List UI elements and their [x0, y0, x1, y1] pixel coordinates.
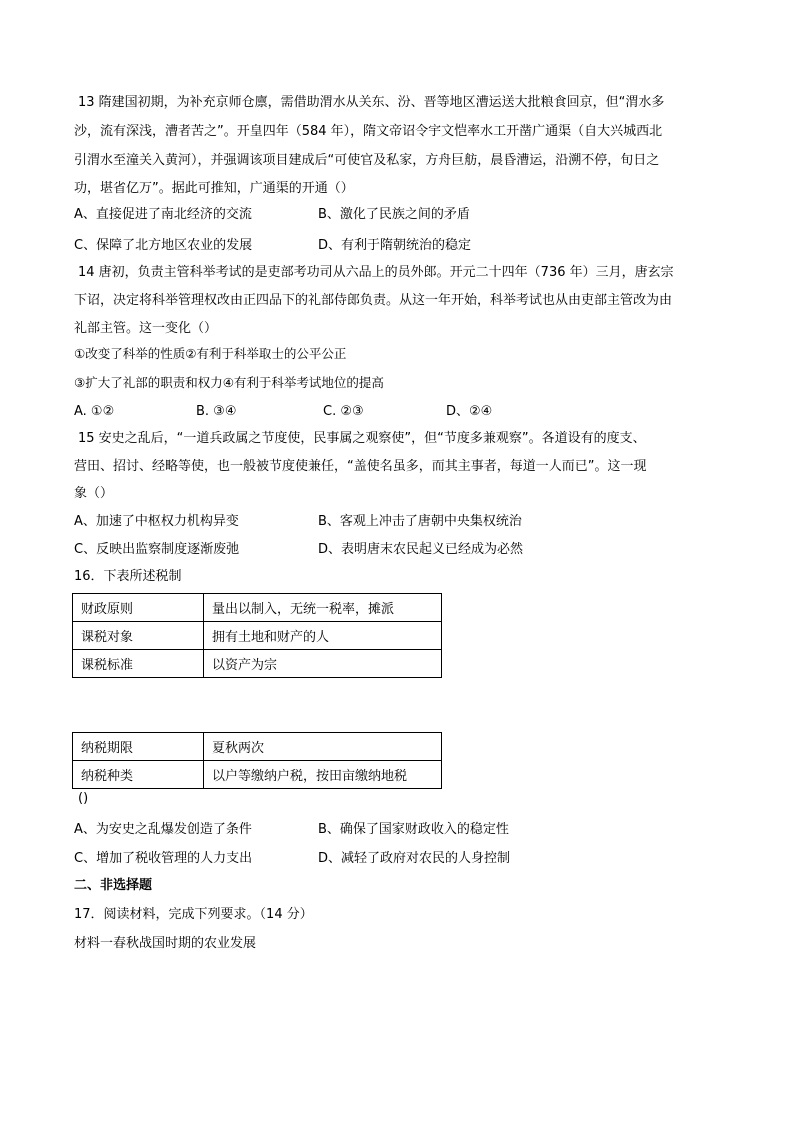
q13-option-d[interactable]: D、有利于隋朝统治的稳定: [318, 238, 472, 253]
q13-line-1: 13 隋建国初期，为补充京师仓廪，需借助渭水从关东、汾、晋等地区漕运送大批粮食回京，但“渭水多: [78, 95, 665, 110]
q13-option-a[interactable]: A、直接促进了南北经济的交流: [74, 207, 252, 222]
q16-option-a[interactable]: A、为安史之乱爆发创造了条件: [74, 822, 252, 837]
tax-table-2: [72, 732, 442, 789]
table-cell-key: 纳税种类: [73, 761, 204, 789]
q15-line-2: 营田、招讨、经略等使，也一般被节度使兼任，“盖使名虽多，而其主事者，每道一人而已”。这一现: [74, 459, 647, 474]
table-row: [73, 594, 442, 622]
table-cell-value: 以户等缴纳户税，按田亩缴纳地税: [204, 761, 442, 789]
q14-option-b[interactable]: B. ③④: [196, 404, 237, 419]
table-row: [73, 761, 442, 789]
q13-line-4: 功，堪省亿万”。据此可推知，广通渠的开通（）: [74, 181, 354, 196]
q14-option-d[interactable]: D、②④: [446, 404, 493, 419]
table-cell-value: 夏秋两次: [204, 733, 442, 761]
q13-option-b[interactable]: B、激化了民族之间的矛盾: [318, 207, 470, 222]
q14-item-2: ③扩大了礼部的职责和权力④有利于科举考试地位的提高: [74, 375, 384, 390]
table-row: [73, 622, 442, 650]
q16-answer-paren: (): [78, 791, 89, 806]
q15-option-a[interactable]: A、加速了中枢权力机构异变: [74, 514, 239, 529]
q16-option-d[interactable]: D、减轻了政府对农民的人身控制: [318, 851, 511, 866]
table-cell-key: 纳税期限: [73, 733, 204, 761]
q15-option-d[interactable]: D、表明唐末农民起义已经成为必然: [318, 542, 524, 557]
table-cell-key: 课税标准: [73, 650, 204, 678]
table-row: [73, 650, 442, 678]
q13-option-c[interactable]: C、保障了北方地区农业的发展: [74, 238, 253, 253]
q13-line-3: 引渭水至潼关入黄河），并强调该项目建成后“可使官及私家，方舟巨舫，晨昏漕运，沿溯不停，旬日之: [74, 153, 660, 168]
q16-option-c[interactable]: C、增加了税收管理的人力支出: [74, 851, 253, 866]
q16-option-b[interactable]: B、确保了国家财政收入的稳定性: [318, 822, 509, 837]
q14-option-c[interactable]: C. ②③: [323, 404, 364, 419]
q14-item-1: ①改变了科举的性质②有利于科举取士的公平公正: [74, 346, 347, 361]
q14-line-2: 下诏，决定将科举管理权改由正四品下的礼部侍郎负责。从这一年开始，科举考试也从由吏部主管改为由: [74, 293, 673, 308]
table-cell-value: 以资产为宗: [204, 650, 442, 678]
q16-title: 16．下表所述税制: [74, 569, 182, 584]
table-cell-value: 拥有土地和财产的人: [204, 622, 442, 650]
q14-line-1: 14 唐初，负责主管科举考试的是吏部考功司从六品上的员外郎。开元二十四年（736 年）三月，唐玄宗: [78, 265, 674, 280]
q15-option-c[interactable]: C、反映出监察制度逐渐废弛: [74, 542, 240, 557]
q15-option-b[interactable]: B、客观上冲击了唐朝中央集权统治: [318, 514, 522, 529]
q17-material: 材料一春秋战国时期的农业发展: [74, 936, 257, 951]
table-row: [73, 733, 442, 761]
q15-line-1: 15 安史之乱后，“一道兵政属之节度使，民事属之观察使”，但“节度多兼观察”。各道设有的度支、: [78, 431, 646, 446]
q17-title: 17．阅读材料，完成下列要求。（14 分）: [74, 907, 313, 922]
q14-option-a[interactable]: A. ①②: [74, 404, 115, 419]
section-2-title: 二、非选择题: [74, 878, 153, 893]
q15-line-3: 象（）: [74, 486, 114, 501]
tax-table-1: [72, 593, 442, 678]
q13-line-2: 沙，流有深浅，漕者苦之”。开皇四年（584 年），隋文帝诏令宇文恺率水工开凿广通渠（自大兴城西北: [74, 124, 663, 139]
table-cell-value: 量出以制入，无统一税率，摊派: [204, 594, 442, 622]
q14-line-3: 礼部主管。这一变化（）: [74, 321, 218, 336]
table-cell-key: 课税对象: [73, 622, 204, 650]
table-cell-key: 财政原则: [73, 594, 204, 622]
